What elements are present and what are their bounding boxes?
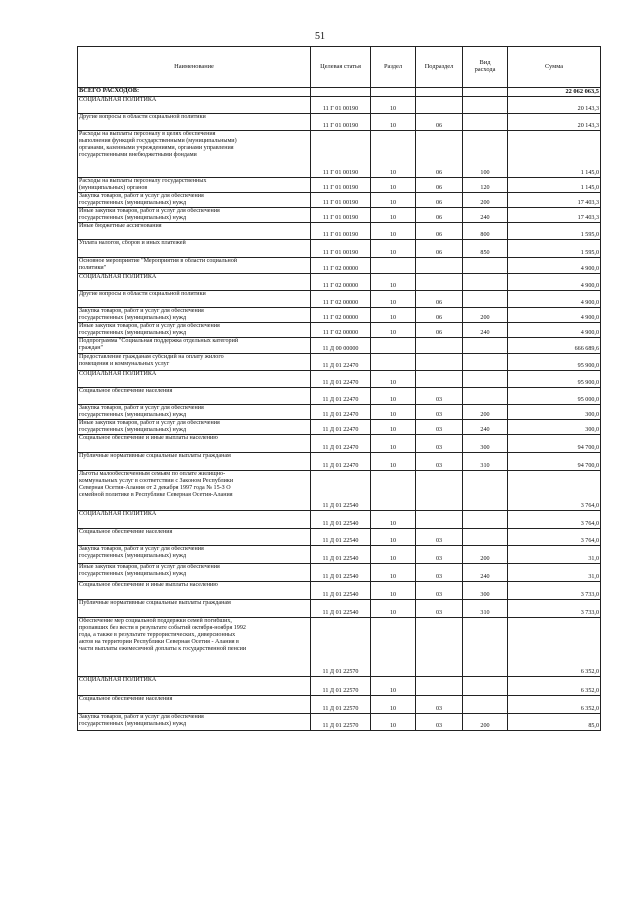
- cell-target: 11 Д 01 22570: [311, 696, 371, 714]
- cell-section: 10: [371, 453, 416, 471]
- cell-subsection: [416, 354, 463, 371]
- cell-section: 10: [371, 323, 416, 338]
- cell-name: Закупка товаров, работ и услуг для обеспечения государственных (муниципальных) нужд: [78, 308, 311, 323]
- cell-target: 11 Д 01 22470: [311, 388, 371, 405]
- cell-sum: 6 352,0: [508, 677, 601, 696]
- cell-expense-type: 200: [463, 714, 508, 731]
- cell-expense-type: 240: [463, 420, 508, 435]
- cell-name: Иные закупки товаров, работ и услуг для обеспечения государственных (муниципальных) нужд: [78, 323, 311, 338]
- cell-sum: 31,0: [508, 564, 601, 582]
- col-header-name: Наименование: [78, 47, 311, 88]
- table-row: [78, 420, 601, 435]
- cell-section: 10: [371, 178, 416, 193]
- cell-target: 11 Г 01 00190: [311, 223, 371, 240]
- cell-expense-type: 200: [463, 405, 508, 420]
- cell-section: 10: [371, 388, 416, 405]
- cell-sum: 1 145,0: [508, 131, 601, 178]
- cell-expense-type: [463, 511, 508, 529]
- cell-subsection: 06: [416, 240, 463, 258]
- cell-subsection: [416, 97, 463, 114]
- table-row: [78, 714, 601, 731]
- cell-target: 11 Д 01 22540: [311, 564, 371, 582]
- cell-sum: 3 764,0: [508, 529, 601, 546]
- cell-name: Обеспечение мер социальной поддержки семей погибших, пропавших без вести в результате событий октября-ноября 1992 года, а также в результате террористических, диверсионных актов на территории Республики Северная Осетия - Алания в части выплаты ежемесячной доплаты к государственной пенсии: [78, 618, 311, 677]
- cell-subsection: 03: [416, 529, 463, 546]
- table-row: [78, 696, 601, 714]
- cell-subsection: 03: [416, 453, 463, 471]
- col-header-sum: Сумма: [508, 47, 601, 88]
- table-row: [78, 511, 601, 529]
- cell-target: 11 Д 01 22470: [311, 420, 371, 435]
- cell-subsection: [416, 88, 463, 97]
- cell-section: 10: [371, 529, 416, 546]
- cell-expense-type: 200: [463, 193, 508, 208]
- cell-target: 11 Д 01 22540: [311, 582, 371, 600]
- table-row: [78, 308, 601, 323]
- cell-name: СОЦИАЛЬНАЯ ПОЛИТИКА: [78, 677, 311, 696]
- cell-name: Публичные нормативные социальные выплаты гражданам: [78, 600, 311, 618]
- cell-target: 11 Г 02 00000: [311, 291, 371, 308]
- cell-target: 11 Д 01 22470: [311, 405, 371, 420]
- cell-expense-type: [463, 388, 508, 405]
- cell-subsection: 06: [416, 323, 463, 338]
- cell-subsection: 03: [416, 420, 463, 435]
- cell-target: 11 Г 01 00190: [311, 114, 371, 131]
- cell-subsection: [416, 471, 463, 511]
- cell-section: [371, 354, 416, 371]
- table-row: [78, 223, 601, 240]
- table-total-row: [78, 88, 601, 97]
- cell-target: [311, 88, 371, 97]
- cell-name: Социальное обеспечение населения: [78, 696, 311, 714]
- cell-subsection: [416, 371, 463, 388]
- table-row: [78, 193, 601, 208]
- cell-sum: 22 062 063,5: [508, 88, 601, 97]
- cell-target: 11 Д 01 22540: [311, 471, 371, 511]
- cell-expense-type: 800: [463, 223, 508, 240]
- cell-name: Другие вопросы в области социальной политики: [78, 291, 311, 308]
- table-row: [78, 618, 601, 677]
- cell-sum: 20 143,3: [508, 114, 601, 131]
- cell-name: Расходы на выплаты персоналу в целях обеспечения выполнения функций государственными (муниципальными) органами, казенными учреждениями, органами управления государственными внебюджетными фондами: [78, 131, 311, 178]
- cell-sum: 31,0: [508, 546, 601, 564]
- cell-subsection: 03: [416, 582, 463, 600]
- cell-name: Иные закупки товаров, работ и услуг для обеспечения государственных (муниципальных) нужд: [78, 420, 311, 435]
- cell-name: Закупка товаров, работ и услуг для обеспечения государственных (муниципальных) нужд: [78, 714, 311, 731]
- cell-section: [371, 471, 416, 511]
- cell-subsection: 03: [416, 600, 463, 618]
- cell-expense-type: 850: [463, 240, 508, 258]
- cell-sum: 95 900,0: [508, 371, 601, 388]
- cell-section: 10: [371, 114, 416, 131]
- cell-expense-type: 200: [463, 308, 508, 323]
- table-row: [78, 208, 601, 223]
- table-row: [78, 582, 601, 600]
- cell-subsection: 06: [416, 208, 463, 223]
- cell-subsection: 03: [416, 435, 463, 453]
- cell-name: Иные бюджетные ассигнования: [78, 223, 311, 240]
- cell-expense-type: [463, 471, 508, 511]
- cell-subsection: 03: [416, 388, 463, 405]
- cell-section: 10: [371, 223, 416, 240]
- table-row: [78, 529, 601, 546]
- cell-sum: 20 143,3: [508, 97, 601, 114]
- table-row: [78, 291, 601, 308]
- cell-sum: 4 900,0: [508, 291, 601, 308]
- cell-subsection: 06: [416, 308, 463, 323]
- cell-expense-type: [463, 258, 508, 274]
- cell-target: 11 Д 01 22540: [311, 529, 371, 546]
- cell-subsection: [416, 338, 463, 354]
- cell-subsection: 03: [416, 696, 463, 714]
- cell-subsection: 06: [416, 291, 463, 308]
- cell-target: 11 Г 01 00190: [311, 97, 371, 114]
- table-row: [78, 354, 601, 371]
- cell-subsection: 06: [416, 131, 463, 178]
- cell-target: 11 Д 01 22570: [311, 677, 371, 696]
- cell-expense-type: 240: [463, 564, 508, 582]
- cell-sum: 4 900,0: [508, 274, 601, 291]
- cell-section: 10: [371, 291, 416, 308]
- cell-expense-type: 240: [463, 323, 508, 338]
- cell-name: Публичные нормативные социальные выплаты гражданам: [78, 453, 311, 471]
- cell-subsection: 03: [416, 564, 463, 582]
- cell-subsection: [416, 274, 463, 291]
- cell-expense-type: [463, 114, 508, 131]
- cell-name: Социальное обеспечение населения: [78, 529, 311, 546]
- cell-expense-type: 240: [463, 208, 508, 223]
- cell-subsection: [416, 618, 463, 677]
- cell-sum: 95 000,0: [508, 388, 601, 405]
- cell-sum: 3 764,0: [508, 471, 601, 511]
- cell-name: Другие вопросы в области социальной политики: [78, 114, 311, 131]
- cell-name: ВСЕГО РАСХОДОВ:: [78, 88, 311, 97]
- cell-target: 11 Д 01 22470: [311, 435, 371, 453]
- cell-expense-type: 310: [463, 453, 508, 471]
- cell-expense-type: [463, 338, 508, 354]
- cell-subsection: 06: [416, 178, 463, 193]
- cell-sum: 94 700,0: [508, 453, 601, 471]
- cell-section: 10: [371, 564, 416, 582]
- table-row: [78, 405, 601, 420]
- cell-name: Льготы малообеспеченным семьям по оплате жилищно- коммунальных услуг в соответствии с Законом Республики Северная Осетия-Алания от 2 декабря 1997 года № 15-З О семейной политике в Республике Северная Осетия-Алания: [78, 471, 311, 511]
- cell-section: 10: [371, 435, 416, 453]
- cell-section: 10: [371, 582, 416, 600]
- cell-expense-type: 300: [463, 582, 508, 600]
- cell-section: 10: [371, 371, 416, 388]
- table-row: [78, 258, 601, 274]
- cell-target: 11 Д 00 00000: [311, 338, 371, 354]
- cell-section: [371, 88, 416, 97]
- cell-target: 11 Г 01 00190: [311, 131, 371, 178]
- cell-section: 10: [371, 511, 416, 529]
- cell-section: 10: [371, 546, 416, 564]
- table-row: [78, 97, 601, 114]
- cell-sum: 17 403,3: [508, 193, 601, 208]
- cell-section: [371, 618, 416, 677]
- cell-subsection: [416, 511, 463, 529]
- cell-expense-type: [463, 677, 508, 696]
- table-row: [78, 178, 601, 193]
- cell-section: 10: [371, 308, 416, 323]
- cell-section: 10: [371, 696, 416, 714]
- table-row: [78, 546, 601, 564]
- cell-subsection: [416, 258, 463, 274]
- table-row: [78, 435, 601, 453]
- cell-target: 11 Г 01 00190: [311, 208, 371, 223]
- cell-expense-type: [463, 529, 508, 546]
- cell-section: 10: [371, 193, 416, 208]
- cell-sum: 95 900,0: [508, 354, 601, 371]
- cell-expense-type: 310: [463, 600, 508, 618]
- table-row: [78, 471, 601, 511]
- cell-section: 10: [371, 131, 416, 178]
- cell-expense-type: 100: [463, 131, 508, 178]
- cell-name: Социальное обеспечение и иные выплаты населению: [78, 582, 311, 600]
- cell-target: 11 Г 02 00000: [311, 258, 371, 274]
- cell-section: 10: [371, 420, 416, 435]
- cell-subsection: 03: [416, 714, 463, 731]
- cell-expense-type: [463, 274, 508, 291]
- cell-target: 11 Д 01 22470: [311, 354, 371, 371]
- table-row: [78, 388, 601, 405]
- col-header-expense-type: Вид расхода: [463, 47, 508, 88]
- cell-subsection: 06: [416, 223, 463, 240]
- cell-expense-type: [463, 371, 508, 388]
- cell-target: 11 Д 01 22540: [311, 600, 371, 618]
- table-row: [78, 371, 601, 388]
- cell-section: 10: [371, 405, 416, 420]
- cell-sum: 1 595,0: [508, 223, 601, 240]
- cell-sum: 6 352,0: [508, 618, 601, 677]
- table-row: [78, 114, 601, 131]
- cell-subsection: 06: [416, 114, 463, 131]
- cell-name: Социальное обеспечение населения: [78, 388, 311, 405]
- cell-target: 11 Г 01 00190: [311, 178, 371, 193]
- cell-section: 10: [371, 240, 416, 258]
- cell-expense-type: [463, 354, 508, 371]
- cell-expense-type: [463, 291, 508, 308]
- cell-sum: 85,0: [508, 714, 601, 731]
- cell-sum: 666 689,6: [508, 338, 601, 354]
- cell-target: 11 Д 01 22470: [311, 371, 371, 388]
- cell-expense-type: [463, 88, 508, 97]
- cell-name: СОЦИАЛЬНАЯ ПОЛИТИКА: [78, 511, 311, 529]
- cell-section: [371, 338, 416, 354]
- table-body: [78, 88, 601, 731]
- cell-sum: 300,0: [508, 405, 601, 420]
- table-row: [78, 131, 601, 178]
- table-row: [78, 600, 601, 618]
- cell-name: Иные закупки товаров, работ и услуг для обеспечения государственных (муниципальных) нужд: [78, 208, 311, 223]
- cell-sum: 4 900,0: [508, 323, 601, 338]
- table-row: [78, 323, 601, 338]
- cell-target: 11 Г 02 00000: [311, 308, 371, 323]
- page-number: 51: [315, 31, 325, 42]
- cell-subsection: 06: [416, 193, 463, 208]
- cell-sum: 3 733,0: [508, 582, 601, 600]
- cell-section: 10: [371, 274, 416, 291]
- cell-target: 11 Г 01 00190: [311, 193, 371, 208]
- cell-target: 11 Д 01 22540: [311, 511, 371, 529]
- cell-name: Социальное обеспечение и иные выплаты населению: [78, 435, 311, 453]
- cell-target: 11 Д 01 22570: [311, 618, 371, 677]
- cell-name: Иные закупки товаров, работ и услуг для обеспечения государственных (муниципальных) нужд: [78, 564, 311, 582]
- cell-name: Расходы на выплаты персоналу государственных (муниципальных) органов: [78, 178, 311, 193]
- cell-section: 10: [371, 97, 416, 114]
- col-header-target: Целевая статья: [311, 47, 371, 88]
- cell-section: 10: [371, 677, 416, 696]
- cell-sum: 300,0: [508, 420, 601, 435]
- cell-section: [371, 258, 416, 274]
- cell-sum: 3 733,0: [508, 600, 601, 618]
- cell-name: СОЦИАЛЬНАЯ ПОЛИТИКА: [78, 274, 311, 291]
- cell-subsection: [416, 677, 463, 696]
- cell-sum: 4 900,0: [508, 308, 601, 323]
- cell-target: 11 Д 01 22470: [311, 453, 371, 471]
- cell-target: 11 Г 02 00000: [311, 323, 371, 338]
- cell-expense-type: [463, 696, 508, 714]
- cell-name: Закупка товаров, работ и услуг для обеспечения государственных (муниципальных) нужд: [78, 193, 311, 208]
- cell-section: 10: [371, 714, 416, 731]
- cell-expense-type: 200: [463, 546, 508, 564]
- cell-subsection: 03: [416, 546, 463, 564]
- table-row: [78, 677, 601, 696]
- cell-name: Предоставление гражданам субсидий на оплату жилого помещения и коммунальных услуг: [78, 354, 311, 371]
- cell-name: Уплата налогов, сборов и иных платежей: [78, 240, 311, 258]
- cell-name: Основное мероприятие "Мероприятия в области социальной политики": [78, 258, 311, 274]
- table-row: [78, 274, 601, 291]
- cell-section: 10: [371, 208, 416, 223]
- cell-name: Подпрограмма "Социальная поддержка отдельных категорий граждан": [78, 338, 311, 354]
- cell-expense-type: [463, 618, 508, 677]
- cell-sum: 1 145,0: [508, 178, 601, 193]
- cell-target: 11 Д 01 22540: [311, 546, 371, 564]
- cell-name: Закупка товаров, работ и услуг для обеспечения государственных (муниципальных) нужд: [78, 405, 311, 420]
- cell-name: СОЦИАЛЬНАЯ ПОЛИТИКА: [78, 97, 311, 114]
- cell-expense-type: 120: [463, 178, 508, 193]
- cell-name: СОЦИАЛЬНАЯ ПОЛИТИКА: [78, 371, 311, 388]
- cell-expense-type: 300: [463, 435, 508, 453]
- cell-sum: 3 764,0: [508, 511, 601, 529]
- cell-target: 11 Г 02 00000: [311, 274, 371, 291]
- cell-sum: 17 403,3: [508, 208, 601, 223]
- cell-sum: 6 352,0: [508, 696, 601, 714]
- cell-target: 11 Г 01 00190: [311, 240, 371, 258]
- table-row: [78, 453, 601, 471]
- cell-sum: 4 900,0: [508, 258, 601, 274]
- cell-subsection: 03: [416, 405, 463, 420]
- cell-section: 10: [371, 600, 416, 618]
- budget-table: [77, 46, 601, 731]
- table-row: [78, 338, 601, 354]
- cell-name: Закупка товаров, работ и услуг для обеспечения государственных (муниципальных) нужд: [78, 546, 311, 564]
- col-header-section: Раздел: [371, 47, 416, 88]
- cell-expense-type: [463, 97, 508, 114]
- cell-target: 11 Д 01 22570: [311, 714, 371, 731]
- table-row: [78, 564, 601, 582]
- table-row: [78, 240, 601, 258]
- cell-sum: 1 595,0: [508, 240, 601, 258]
- cell-sum: 94 700,0: [508, 435, 601, 453]
- col-header-subsection: Подраздел: [416, 47, 463, 88]
- table-header-row: [78, 47, 601, 88]
